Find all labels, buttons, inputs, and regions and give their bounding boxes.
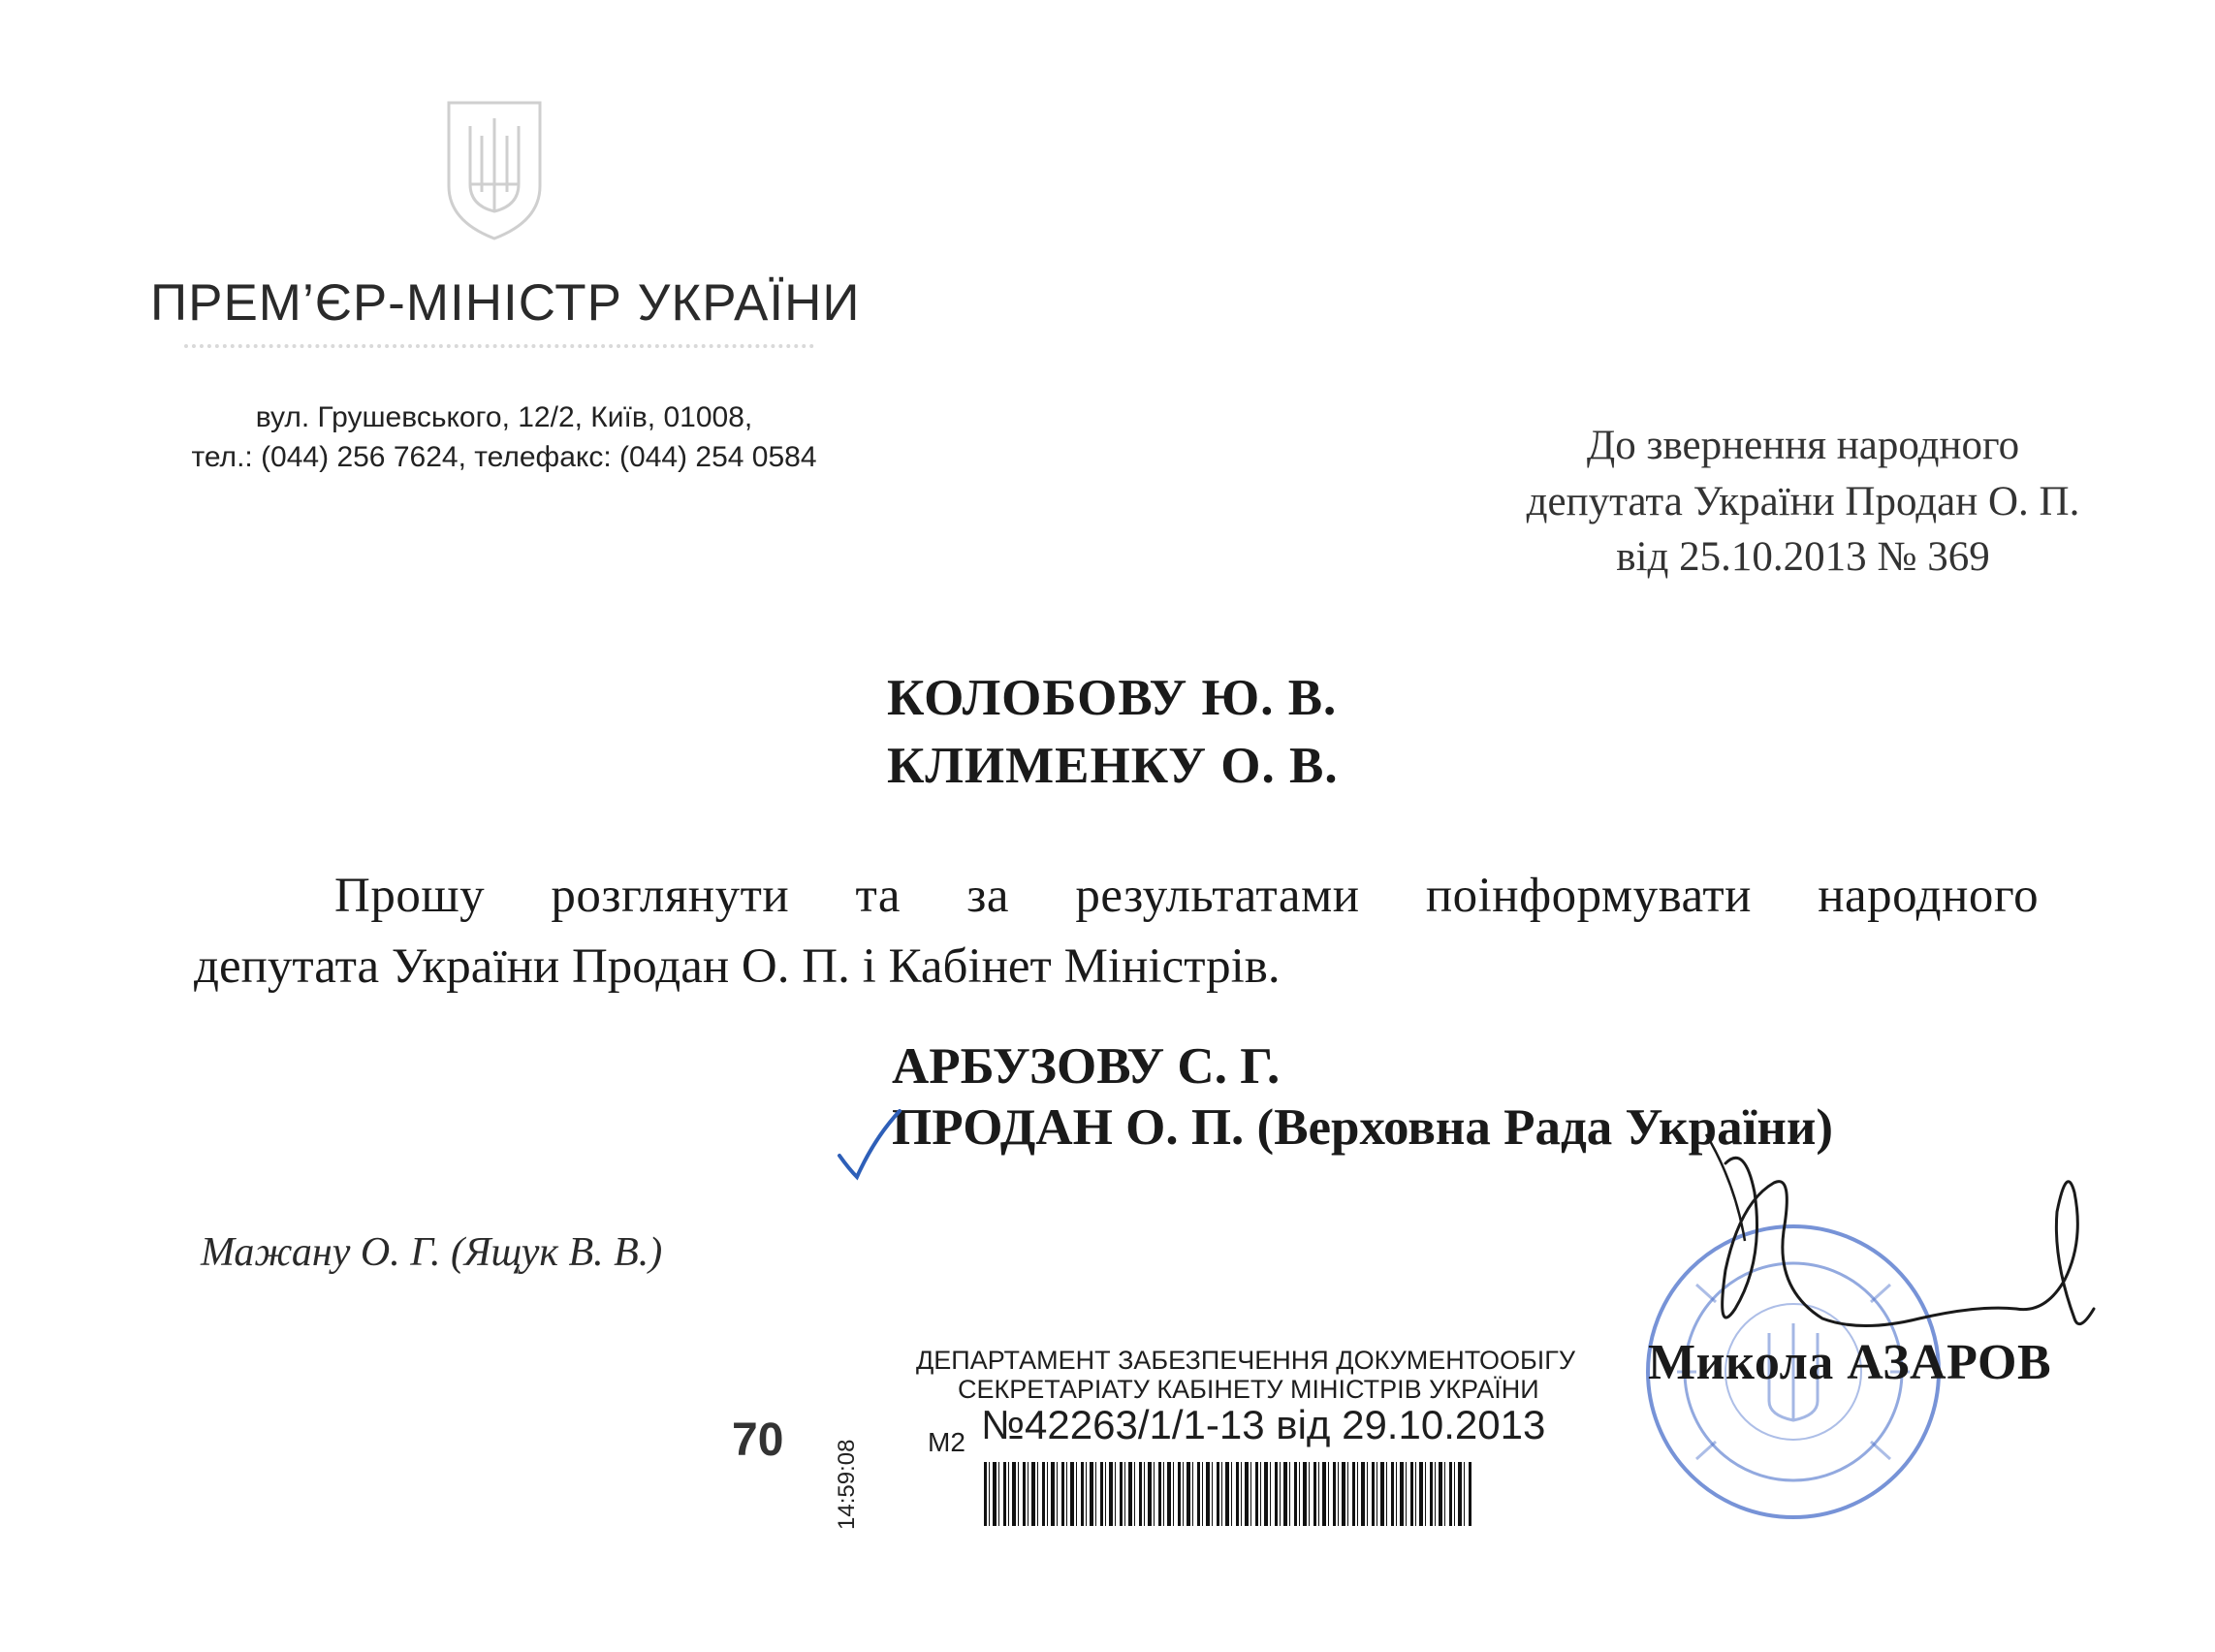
body-word: розглянути — [551, 869, 790, 923]
stamp-registration-number: №42263/1/1-13 від 29.10.2013 — [981, 1402, 1546, 1447]
body-word: поінформувати — [1425, 869, 1752, 923]
copy-to-line: Мажану О. Г. (Ящук В. В.) — [201, 1230, 663, 1275]
letterhead-address: вул. Грушевського, 12/2, Київ, 01008, — [255, 401, 753, 433]
addressee-2: КЛИМЕНКУ О. В. — [887, 738, 1339, 794]
stamp-time: 14:59:08 — [834, 1439, 860, 1530]
letterhead-title: ПРЕМ’ЄР-МІНІСТР УКРАЇНИ — [150, 274, 861, 332]
barcode — [984, 1462, 1473, 1526]
stamp-secretariat: СЕКРЕТАРІАТУ КАБІНЕТУ МІНІСТРІВ УКРАЇНИ — [958, 1375, 1539, 1404]
body-word: та — [855, 869, 901, 923]
copy-recipient-2: ПРОДАН О. П. (Верховна Рада України) — [892, 1099, 1834, 1156]
body-line-1 — [334, 868, 2039, 924]
stamp-count: 70 — [732, 1414, 784, 1466]
reference-line-2: депутата України Продан О. П. — [1526, 479, 2080, 524]
body-word: за — [966, 869, 1010, 923]
body-word: народного — [1818, 869, 2040, 923]
stamp-department: ДЕПАРТАМЕНТ ЗАБЕЗПЕЧЕННЯ ДОКУМЕНТООБІГУ — [916, 1346, 1576, 1375]
body-word: Прошу — [334, 869, 486, 923]
reference-line-3: від 25.10.2013 № 369 — [1616, 534, 1990, 580]
stamp-code: М2 — [928, 1427, 965, 1457]
body-word: результатами — [1075, 869, 1360, 923]
addressee-1: КОЛОБОВУ Ю. В. — [887, 670, 1338, 726]
body-line-2: депутата України Продан О. П. і Кабінет Міністрів. — [194, 939, 1281, 994]
letterhead-divider — [184, 344, 814, 348]
copy-recipient-1: АРБУЗОВУ С. Г. — [892, 1038, 1281, 1095]
coat-of-arms-icon — [441, 97, 548, 242]
signer-name: Микола АЗАРОВ — [1648, 1335, 2052, 1390]
signature-icon — [1667, 1125, 2113, 1348]
checkmark-icon — [836, 1105, 903, 1183]
reference-line-1: До звернення народного — [1586, 423, 2020, 468]
letterhead-phones: тел.: (044) 256 7624, телефакс: (044) 254 0584 — [191, 441, 817, 473]
